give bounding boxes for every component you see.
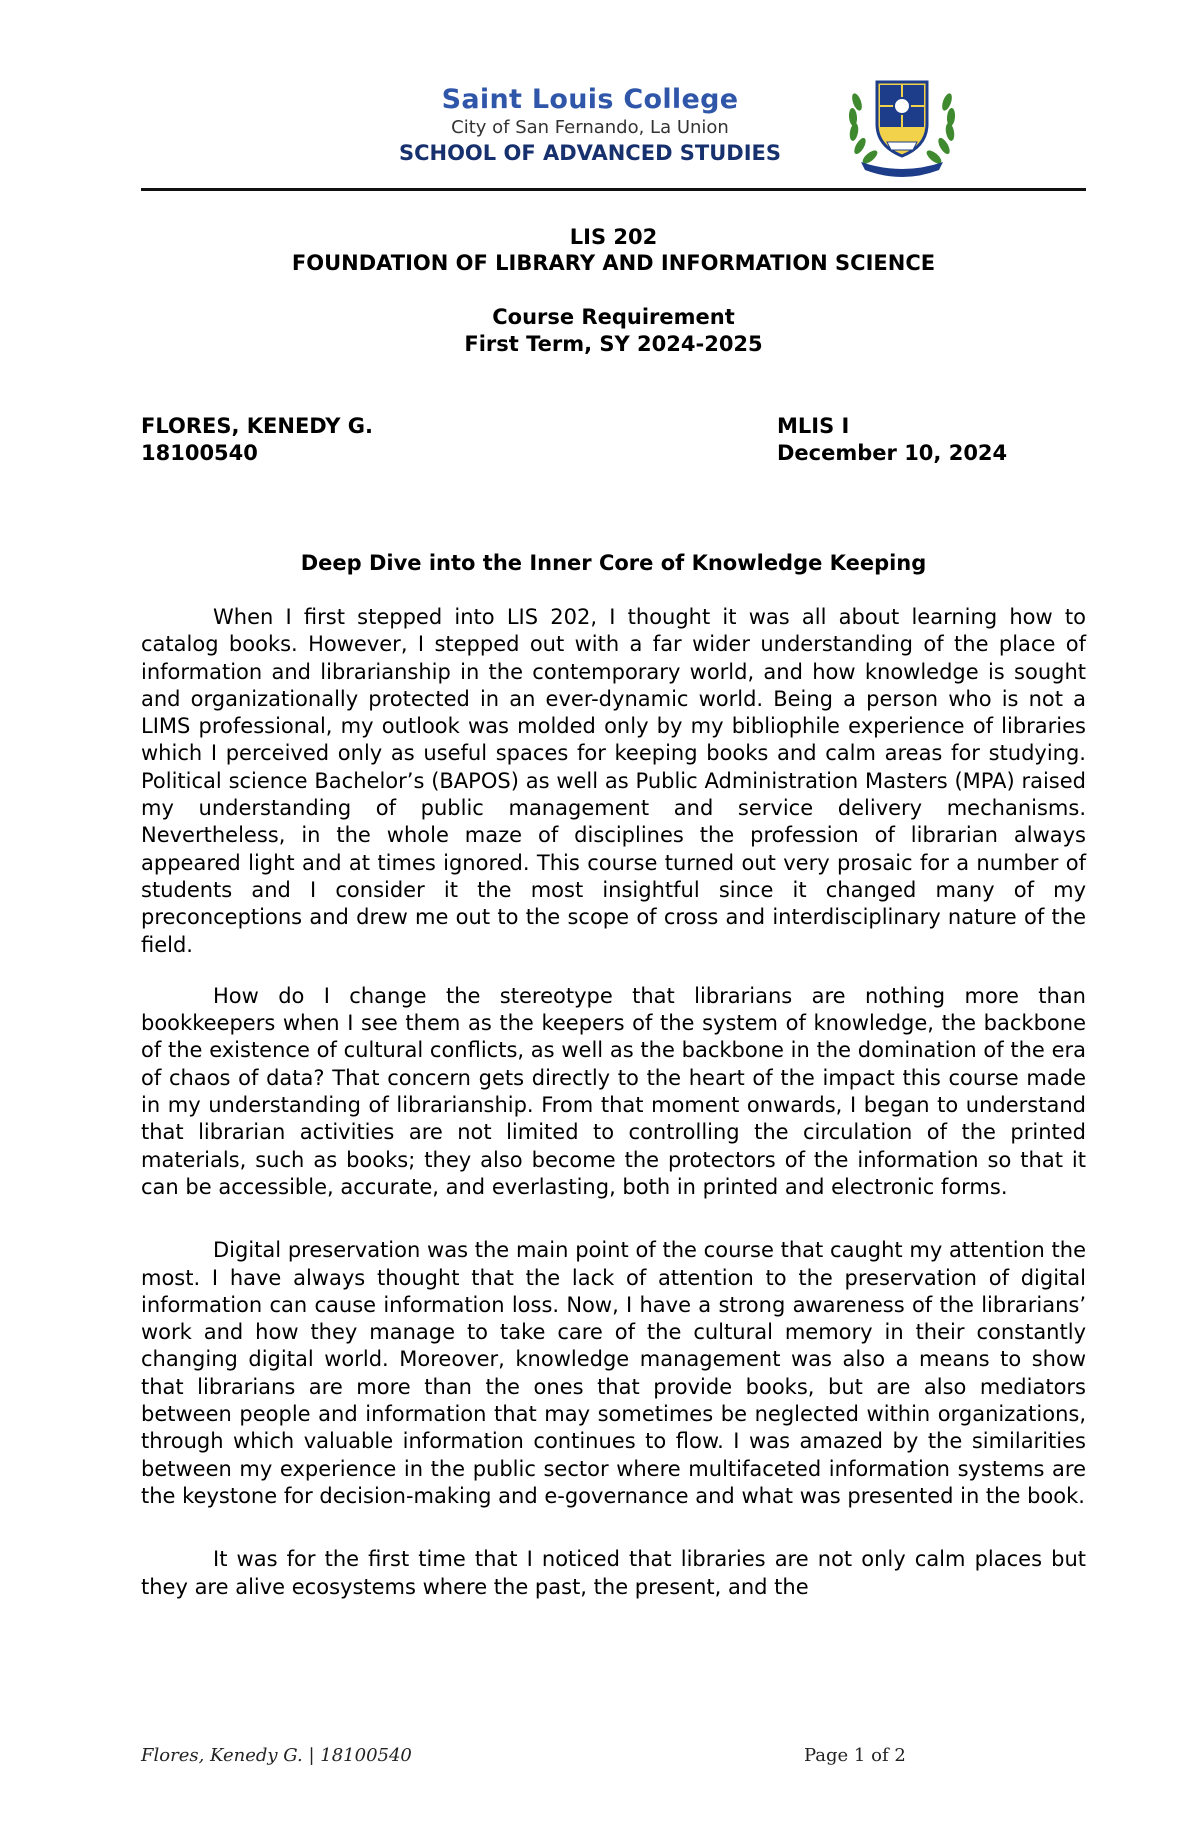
essay-paragraph: When I first stepped into LIS 202, I thought it was all about learning how to catalog books. However, I stepped out with a far wider understanding of the place of information and librarianship in the contemporary world, and how knowledge is sought and organizationally protected in an ever-dynamic world. Being a person who is not a LIMS professional, my outlook was molded only by my bibliophile experience of libraries which I perceived only as useful spaces for keeping books and calm areas for studying. Political science Bachelor’s (BAPOS) as well as Public Administration Masters (MPA) raised my understanding of public management and service delivery mechanisms. Nevertheless, in the whole maze of disciplines the profession of librarian always appeared light and at times ignored. This course turned out very prosaic for a number of students and I consider it the most insightful since it changed many of my preconceptions and drew me out to the scope of cross and interdisciplinary nature of the field.	[141, 605, 1086, 957]
header-divider	[141, 188, 1086, 191]
essay-title: Deep Dive into the Inner Core of Knowledge Keeping	[300, 551, 927, 575]
essay-paragraph: It was for the first time that I noticed that libraries are not only calm places but they are alive ecosystems where the past, the present, and the	[141, 1547, 1086, 1599]
course-requirement: Course Requirement	[492, 305, 735, 329]
student-program: MLIS I	[777, 414, 850, 438]
footer-page-number: Page 1 of 2	[804, 1745, 906, 1766]
college-seal-logo	[843, 72, 961, 182]
footer-author: Flores, Kenedy G. | 18100540	[141, 1745, 412, 1766]
college-name: Saint Louis College	[441, 84, 739, 115]
course-title: FOUNDATION OF LIBRARY AND INFORMATION SCIENCE	[291, 251, 936, 275]
essay-paragraph: How do I change the stereotype that librarians are nothing more than bookkeepers when I see them as the keepers of the system of knowledge, the backbone of the existence of cultural conflicts, as well as the backbone in the domination of the era of chaos of data? That concern gets directly to the heart of the impact this course made in my understanding of librarianship. From that moment onwards, I began to understand that librarian activities are not limited to controlling the circulation of the printed materials, such as books; they also become the protectors of the information so that it can be accessible, accurate, and everlasting, both in printed and electronic forms.	[141, 983, 1086, 1199]
institution-header	[390, 84, 790, 166]
essay-body	[141, 604, 1086, 1625]
submission-date: December 10, 2024	[777, 441, 1008, 465]
student-id: 18100540	[141, 441, 258, 465]
school-name: SCHOOL OF ADVANCED STUDIES	[398, 141, 782, 165]
college-city: City of San Fernando, La Union	[451, 117, 729, 138]
essay-paragraph: Digital preservation was the main point of the course that caught my attention the most. I have always thought that the lack of attention to the preservation of digital information can cause information loss. Now, I have a strong awareness of the librarians’ work and how they manage to take care of the cultural memory in their constantly changing digital world. Moreover, knowledge management was also a means to show that librarians are more than the ones that provide books, but are also mediators between people and information that may sometimes be neglected within organizations, through which valuable information continues to flow. I was amazed by the similarities between my experience in the public sector where multifaceted information systems are the keystone for decision-making and e-governance and what was presented in the book.	[141, 1238, 1086, 1508]
course-code: LIS 202	[569, 225, 658, 249]
course-term: First Term, SY 2024-2025	[464, 332, 763, 356]
student-name: FLORES, KENEDY G.	[141, 414, 373, 438]
